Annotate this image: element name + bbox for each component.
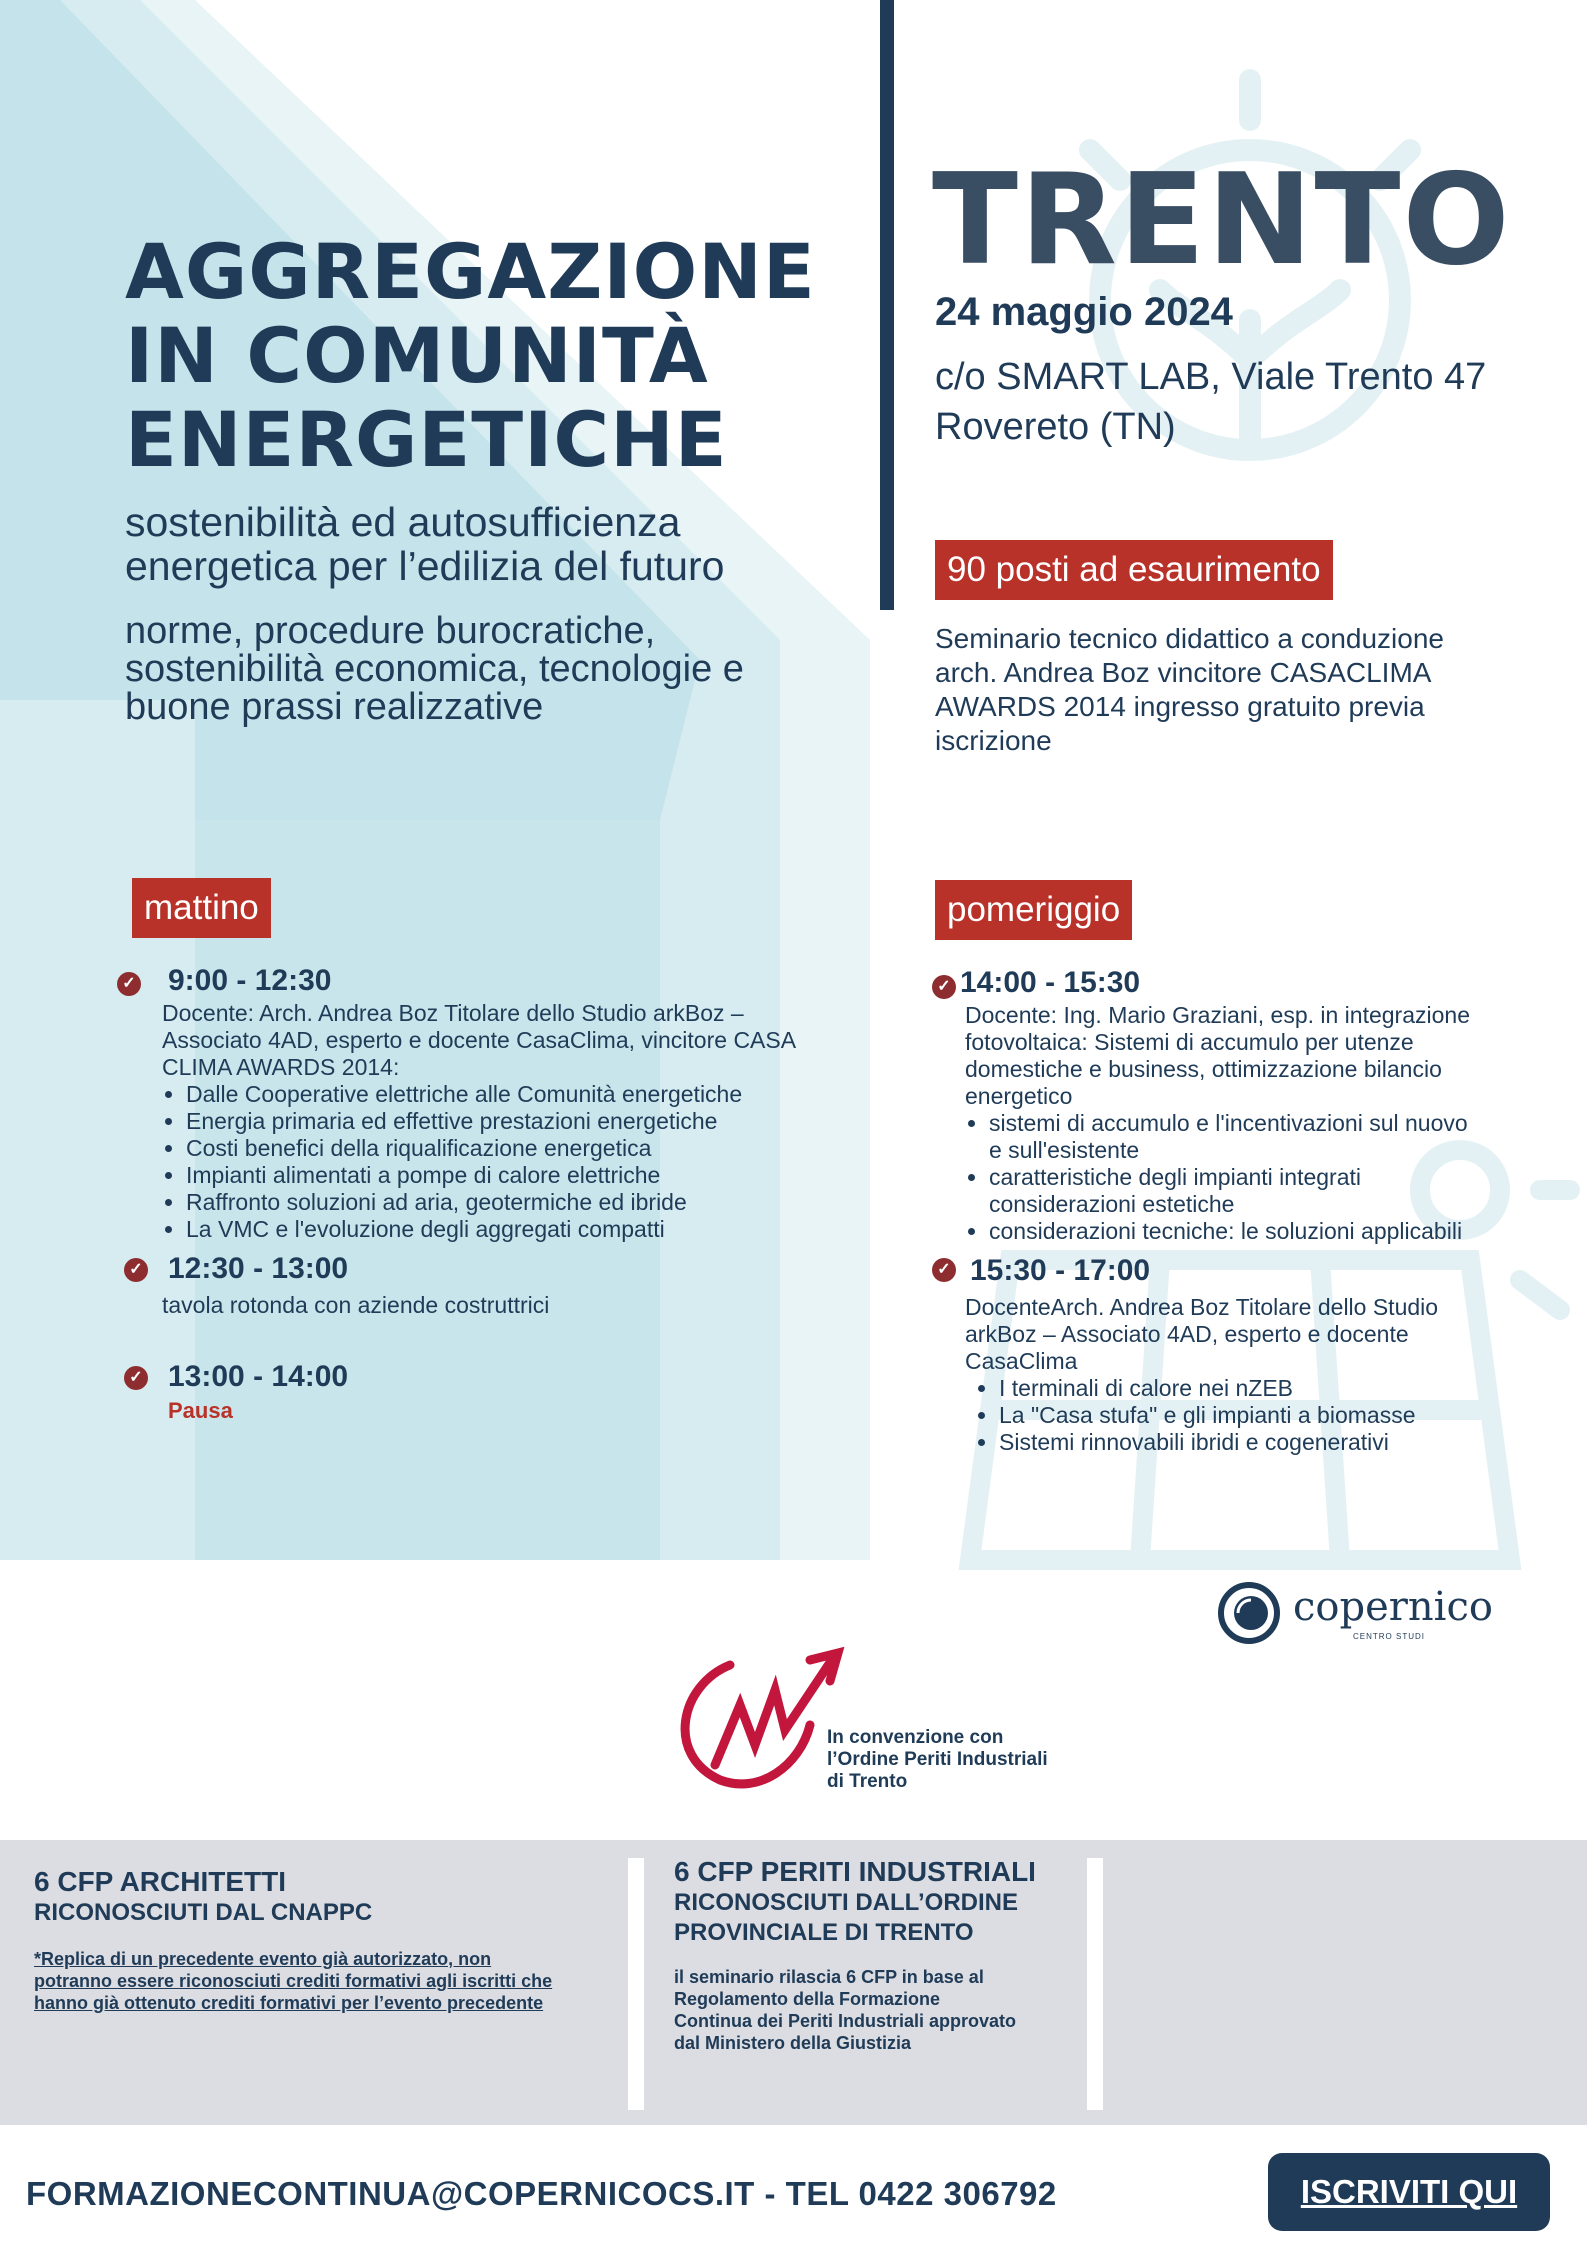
slot-desc-line: fotovoltaica: Sistemi di accumulo per utenze [965,1029,1414,1055]
check-icon: ✓ [932,975,956,999]
slot-desc-line: Docente: Arch. Andrea Boz Titolare dello Studio arkBoz – [162,1000,744,1026]
slot-desc-line: domestiche e business, ottimizzazione bilancio [965,1056,1442,1082]
slot-bullets [965,1375,1565,1456]
check-icon: ✓ [124,1258,148,1282]
event-location [935,352,1575,452]
seats-badge: 90 posti ad esaurimento [935,540,1333,600]
event-title [125,227,865,484]
slot-time: 13:00 - 14:00 [168,1360,349,1393]
topics-line: sostenibilità economica, tecnologie e [125,648,744,690]
intro-line: Seminario tecnico didattico a conduzione [935,623,1444,654]
slot-note: Pausa [168,1398,233,1423]
subtitle-line: sostenibilità ed autosufficienza [125,499,681,545]
copernico-logo-icon [1218,1582,1280,1644]
note-line: *Replica di un precedente evento già autorizzato, non [34,1949,492,1969]
credits-title: 6 CFP PERITI INDUSTRIALI [674,1856,1036,1887]
intro-line: AWARDS 2014 ingresso gratuito previa [935,691,1425,722]
subtitle-line: RICONOSCIUTI DALL’ORDINE [674,1889,1019,1916]
periti-convention-text [827,1727,1048,1793]
list-item: • Sistemi rinnovabili ibridi e cogenerativi [999,1429,1565,1456]
contact-info[interactable]: FORMAZIONECONTINUA@COPERNICOCS.IT - TEL 0422 306792 [26,2175,1057,2212]
band-divider [628,1858,644,2110]
slot-desc-line: CLIMA AWARDS 2014: [162,1054,400,1080]
topics-line: norme, procedure burocratiche, [125,610,656,652]
title-line: AGGREGAZIONE [125,227,816,316]
slot-desc-line: DocenteArch. Andrea Boz Titolare dello Studio [965,1294,1439,1320]
list-item: • I terminali di calore nei nZEB [999,1375,1565,1402]
slot-details [162,1000,882,1243]
slot-desc: tavola rotonda con aziende costruttrici [162,1292,550,1318]
slot-bullets [162,1081,882,1243]
periti-industriali-logo [660,1645,845,1795]
note-line: hanno già ottenuto crediti formativi per l’evento precedente [34,1993,544,2013]
event-topics [125,612,885,726]
note-line: potranno essere riconosciuti crediti formativi agli iscritti che [34,1971,553,1991]
afternoon-label: pomeriggio [935,880,1132,940]
list-item: • considerazioni tecniche: le soluzioni applicabili [989,1218,1565,1245]
check-icon: ✓ [124,1366,148,1390]
convention-line: l’Ordine Periti Industriali [827,1749,1048,1770]
periti-credits [674,1856,1084,2054]
check-icon: ✓ [932,1258,956,1282]
list-item: • Raffronto soluzioni ad aria, geotermiche ed ibride [186,1189,882,1216]
slot-time: 15:30 - 17:00 [970,1254,1151,1287]
intro-line: arch. Andrea Boz vincitore CASACLIMA [935,657,1432,688]
event-city: TRENTO [932,146,1512,293]
slot-desc-line: arkBoz – Associato 4AD, esperto e docente [965,1321,1409,1347]
list-item: • La VMC e l'evoluzione degli aggregati compatti [186,1216,882,1243]
credits-subtitle: RICONOSCIUTI DAL CNAPPC [34,1899,373,1926]
location-line: c/o SMART LAB, Viale Trento 47 [935,356,1487,398]
list-item: • Impianti alimentati a pompe di calore elettriche [186,1162,882,1189]
note-line: il seminario rilascia 6 CFP in base al [674,1967,984,1987]
convention-line: In convenzione con [827,1727,1004,1748]
subtitle-line: energetica per l’edilizia del futuro [125,543,725,589]
list-item: • Dalle Cooperative elettriche alle Comunità energetiche [186,1081,882,1108]
credits-subtitle [674,1888,1084,1948]
credits-note [34,1948,624,2014]
location-line: Rovereto (TN) [935,406,1176,448]
list-item: • Costi benefici della riqualificazione energetica [186,1135,882,1162]
list-item: • caratteristiche degli impianti integrati considerazioni estetiche [989,1164,1565,1218]
credits-title: 6 CFP ARCHITETTI [34,1866,287,1897]
event-date: 24 maggio 2024 [935,290,1233,334]
slot-desc-line: CasaClima [965,1348,1078,1374]
slot-bullets [965,1110,1565,1245]
note-line: dal Ministero della Giustizia [674,2033,912,2053]
topics-line: buone prassi realizzative [125,686,544,728]
copernico-logo [1218,1582,1498,1646]
list-item: • Energia primaria ed effettive prestazioni energetiche [186,1108,882,1135]
slot-desc-line: energetico [965,1083,1073,1109]
check-icon: ✓ [117,972,141,996]
slot-desc-line: Docente: Ing. Mario Graziani, esp. in integrazione [965,1002,1470,1028]
register-button[interactable]: ISCRIVITI QUI [1268,2153,1550,2231]
list-item: • La "Casa stufa" e gli impianti a biomasse [999,1402,1565,1429]
slot-details [965,1002,1565,1245]
copernico-name: copernico [1293,1584,1493,1630]
credits-note [674,1966,1084,2054]
slot-time: 9:00 - 12:30 [168,964,332,997]
list-item: • sistemi di accumulo e l'incentivazioni sul nuovo e sull'esistente [989,1110,1565,1164]
slot-details [965,1294,1565,1456]
morning-label: mattino [132,878,271,938]
subtitle-line: PROVINCIALE DI TRENTO [674,1919,974,1946]
slot-desc-line: Associato 4AD, esperto e docente CasaClima, vincitore CASA [162,1027,797,1053]
intro-line: iscrizione [935,725,1052,756]
note-line: Regolamento della Formazione [674,1989,941,2009]
title-line: ENERGETICHE [125,395,728,484]
convention-line: di Trento [827,1771,908,1792]
copernico-tagline: CENTRO STUDI [1353,1632,1425,1641]
architetti-credits [34,1866,624,2014]
event-subtitle [125,500,885,588]
title-line: IN COMUNITÀ [125,311,709,400]
band-divider [1087,1858,1103,2110]
slot-time: 14:00 - 15:30 [960,966,1141,999]
seminar-intro [935,622,1555,758]
note-line: Continua dei Periti Industriali approvato [674,2011,1017,2031]
slot-time: 12:30 - 13:00 [168,1252,349,1285]
